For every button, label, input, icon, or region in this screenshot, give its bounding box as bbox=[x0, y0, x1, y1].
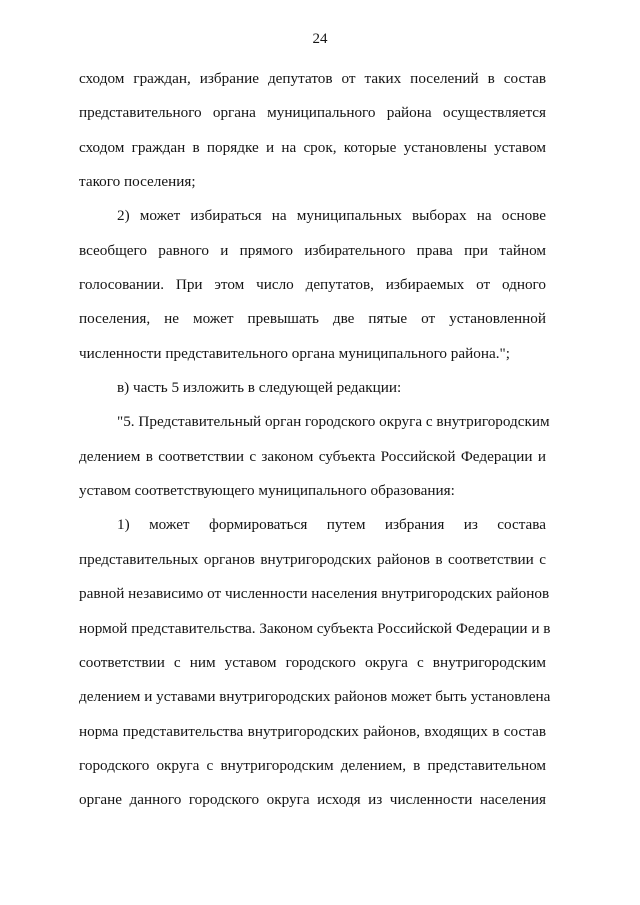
text-line: норма представительства внутригородских районов, входящих в состав bbox=[79, 722, 546, 740]
text-line: такого поселения; bbox=[79, 173, 196, 191]
text-line: представительного органа муниципального района осуществляется bbox=[79, 104, 546, 122]
text-line: делением в соответствии с законом субъекта Российской Федерации и bbox=[79, 447, 546, 465]
text-line: голосовании. При этом число депутатов, избираемых от одного bbox=[79, 276, 546, 294]
text-line: нормой представительства. Законом субъекта Российской Федерации и в bbox=[79, 619, 551, 637]
text-line: 2) может избираться на муниципальных выборах на основе bbox=[117, 207, 546, 225]
text-line: сходом граждан, избрание депутатов от таких поселений в состав bbox=[79, 70, 546, 87]
text-line: делением и уставами внутригородских районов может быть установлена bbox=[79, 688, 551, 706]
text-line: представительных органов внутригородских районов в соответствии с bbox=[79, 550, 546, 568]
text-line: равной независимо от численности населения внутригородских районов bbox=[79, 585, 550, 603]
text-line: поселения, не может превышать две пятые от установленной bbox=[79, 310, 546, 328]
text-line: "5. Представительный орган городского округа с внутригородским bbox=[117, 413, 550, 431]
text-line: всеобщего равного и прямого избирательного права при тайном bbox=[79, 241, 546, 259]
text-line: городского округа с внутригородским делением, в представительном bbox=[79, 756, 546, 774]
text-line: уставом соответствующего муниципального образования: bbox=[79, 482, 455, 500]
text-line: в) часть 5 изложить в следующей редакции: bbox=[117, 379, 402, 397]
text-line: 1) может формироваться путем избрания из состава bbox=[117, 516, 546, 534]
text-line: численности представительного органа муниципального района."; bbox=[79, 344, 510, 362]
text-line: сходом граждан в порядке и на срок, которые установлены уставом bbox=[79, 138, 546, 156]
document-body bbox=[79, 68, 551, 824]
text-line: органе данного городского округа исходя из численности населения bbox=[79, 791, 546, 809]
page-number: 24 bbox=[312, 31, 328, 47]
text-line: соответствии с ним уставом городского округа с внутригородским bbox=[79, 653, 546, 671]
